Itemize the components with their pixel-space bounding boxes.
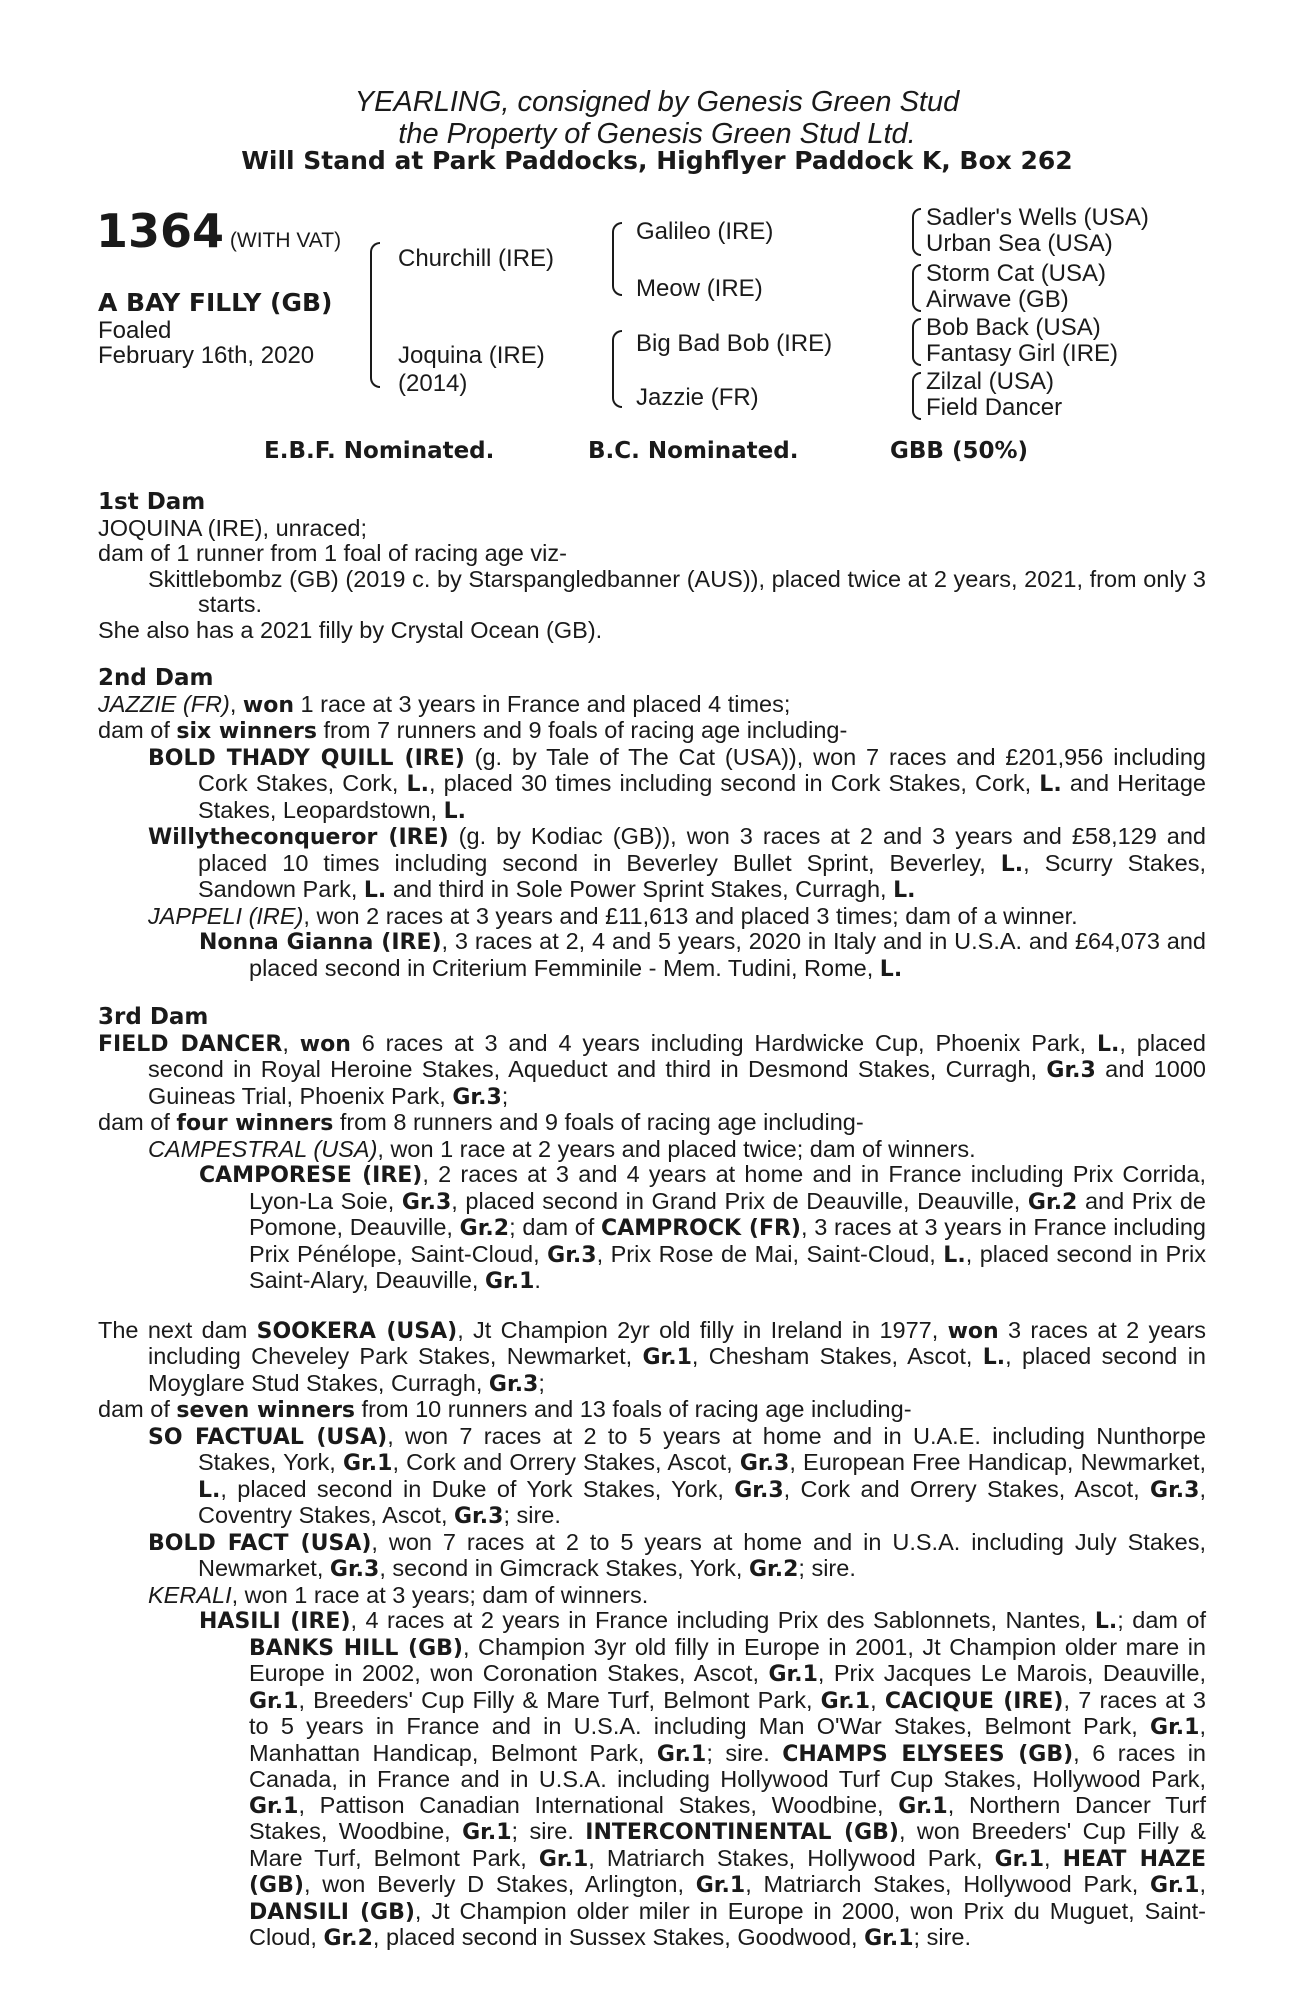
gbb-label: GBB (50%): [890, 438, 1029, 464]
foaled-label: Foaled: [98, 317, 172, 344]
pedigree-brace: [370, 242, 380, 388]
dam2-line: JAZZIE (FR), won 1 race at 3 years in France and placed 4 times;: [98, 690, 791, 718]
next-dam-produce-line: dam of seven winners from 10 runners and 13 foals of racing age including-: [98, 1396, 912, 1423]
produce-entry: Nonna Gianna (IRE), 3 races at 2, 4 and 5 years, 2020 in Italy and in U.S.A. and £64,073 and placed second in Criterium Femminile - Mem. Tudini, Rome, L.: [199, 928, 1206, 982]
dam3-produce-line: dam of four winners from 8 runners and 9 foals of racing age including-: [98, 1109, 864, 1136]
pedigree-brace: [912, 318, 921, 366]
produce-entry: Willytheconqueror (IRE) (g. by Kodiac (GB)), won 3 races at 2 and 3 years and £58,129 and placed 10 times including second in Beverley Bullet Sprint, Beverley, L., Scurry Stakes, Sandown Park, L. and third in Sole Power Sprint Stakes, Curragh, L.: [148, 823, 1206, 903]
next-dam-line: The next dam SOOKERA (USA), Jt Champion 2yr old filly in Ireland in 1977, won 3 races at 2 years including Cheveley Park Stakes, Newmarket, Gr.1, Chesham Stakes, Ascot, L., placed second in Moyglare Stud Stakes, Curragh, Gr.3;: [98, 1316, 1206, 1397]
second-dam-heading: 2nd Dam: [98, 665, 214, 691]
pedigree-gen3: Fantasy Girl (IRE): [926, 340, 1119, 367]
vat-label: (WITH VAT): [229, 229, 342, 252]
pedigree-dam-year: (2014): [398, 370, 468, 397]
dam1-produce-line: dam of 1 runner from 1 foal of racing age viz-: [98, 540, 567, 566]
dam1-note: She also has a 2021 filly by Crystal Ocean (GB).: [98, 616, 603, 643]
pedigree-gen3: Urban Sea (USA): [926, 230, 1113, 257]
produce-entry: BOLD FACT (USA), won 7 races at 2 to 5 years at home and in U.S.A. including July Stakes, Newmarket, Gr.3, second in Gimcrack Stakes, York, Gr.2; sire.: [148, 1528, 1206, 1582]
pedigree-brace: [912, 208, 921, 256]
lot-number: 1364 (WITH VAT): [96, 204, 342, 258]
pedigree-gen3: Airwave (GB): [926, 286, 1069, 313]
pedigree-gen3: Storm Cat (USA): [926, 260, 1107, 287]
pedigree-brace: [612, 330, 622, 408]
pedigree-dam-dam: Jazzie (FR): [636, 384, 759, 411]
dam2-produce-line: dam of six winners from 7 runners and 9 foals of racing age including-: [98, 717, 848, 744]
consignment-line: YEARLING, consigned by Genesis Green Stud: [354, 86, 960, 118]
pedigree-brace: [612, 222, 622, 296]
third-dam-heading: 3rd Dam: [98, 1004, 209, 1030]
pedigree-sire: Churchill (IRE): [398, 245, 555, 272]
pedigree-gen3: Sadler's Wells (USA): [926, 204, 1149, 231]
pedigree-gen3: Bob Back (USA): [926, 314, 1101, 341]
property-line: the Property of Genesis Green Stud Ltd.: [398, 118, 916, 150]
pedigree-brace: [912, 372, 921, 420]
produce-entry: CAMPESTRAL (USA), won 1 race at 2 years and placed twice; dam of winners.: [148, 1135, 976, 1162]
pedigree-brace: [912, 264, 921, 312]
produce-entry: CAMPORESE (IRE), 2 races at 3 and 4 years at home and in France including Prix Corrida, Lyon-La Soie, Gr.3, placed second in Grand Prix de Deauville, Deauville, Gr.2 and Prix de Pomone, Deauville, Gr.2; dam of CAMPROCK (FR), 3 races at 3 years in France including Prix Pénélope, Saint-Cloud, Gr.3, Prix Rose de Mai, Saint-Cloud, L., placed second in Prix Saint-Alary, Deauville, Gr.1.: [199, 1161, 1207, 1294]
produce-entry: HASILI (IRE), 4 races at 2 years in France including Prix des Sablonnets, Nantes, L.; dam of BANKS HILL (GB), Champion 3yr old filly in Europe in 2001, Jt Champion older mare in Europe in 2002, won Coronation Stakes, Ascot, Gr.1, Prix Jacques Le Marois, Deauville, Gr.1, Breeders' Cup Filly & Mare Turf, Belmont Park, Gr.1, CACIQUE (IRE), 7 races at 3 to 5 years in France and in U.S.A. including Man O'War Stakes, Belmont Park, Gr.1, Manhattan Handicap, Belmont Park, Gr.1; sire. CHAMPS ELYSEES (GB), 6 races in Canada, in France and in U.S.A. including Hollywood Turf Cup Stakes, Hollywood Park, Gr.1, Pattison Canadian International Stakes, Woodbine, Gr.1, Northern Dancer Turf Stakes, Woodbine, Gr.1; sire. INTERCONTINENTAL (GB), won Breeders' Cup Filly & Mare Turf, Belmont Park, Gr.1, Matriarch Stakes, Hollywood Park, Gr.1, HEAT HAZE (GB), won Beverly D Stakes, Arlington, Gr.1, Matriarch Stakes, Hollywood Park, Gr.1, DANSILI (GB), Jt Champion older miler in Europe in 2000, won Prix du Muguet, Saint-Cloud, Gr.2, placed second in Sussex Stakes, Goodwood, Gr.1; sire.: [199, 1607, 1207, 1951]
foaled-date: February 16th, 2020: [98, 342, 315, 369]
pedigree-gen3: Zilzal (USA): [926, 368, 1055, 395]
produce-entry: Skittlebombz (GB) (2019 c. by Starspangledbanner (AUS)), placed twice at 2 years, 2021, from only 3 starts.: [148, 565, 1206, 617]
catalogue-body: [98, 490, 1206, 1952]
bc-nominated: B.C. Nominated.: [588, 438, 799, 464]
pedigree-gen3: Field Dancer: [926, 394, 1063, 421]
location-line: Will Stand at Park Paddocks, Highflyer Paddock K, Box 262: [241, 146, 1073, 175]
first-dam-heading: 1st Dam: [98, 489, 206, 515]
pedigree-sire-dam: Meow (IRE): [636, 275, 763, 302]
lot-title: A BAY FILLY (GB): [98, 288, 333, 317]
pedigree-sire-sire: Galileo (IRE): [636, 218, 774, 245]
produce-entry: KERALI, won 1 race at 3 years; dam of winners.: [148, 1581, 649, 1608]
produce-entry: JAPPELI (IRE), won 2 races at 3 years and £11,613 and placed 3 times; dam of a winner.: [148, 902, 1078, 929]
produce-entry: BOLD THADY QUILL (IRE) (g. by Tale of The Cat (USA)), won 7 races and £201,956 including Cork Stakes, Cork, L., placed 30 times including second in Cork Stakes, Cork, L. and Heritage Stakes, Leopardstown, L.: [148, 743, 1206, 824]
dam3-line: FIELD DANCER, won 6 races at 3 and 4 years including Hardwicke Cup, Phoenix Park, L., placed second in Royal Heroine Stakes, Aqueduct and third in Desmond Stakes, Curragh, Gr.3 and 1000 Guineas Trial, Phoenix Park, Gr.3;: [98, 1029, 1207, 1110]
produce-entry: SO FACTUAL (USA), won 7 races at 2 to 5 years at home and in U.A.E. including Nunthorpe Stakes, York, Gr.1, Cork and Orrery Stakes, Ascot, Gr.3, European Free Handicap, Newmarket, L., placed second in Duke of York Stakes, York, Gr.3, Cork and Orrery Stakes, Ascot, Gr.3, Coventry Stakes, Ascot, Gr.3; sire.: [148, 1422, 1206, 1529]
dam1-line: JOQUINA (IRE), unraced;: [98, 514, 368, 541]
ebf-nominated: E.B.F. Nominated.: [264, 438, 495, 464]
pedigree-dam: Joquina (IRE): [398, 342, 545, 369]
pedigree-dam-sire: Big Bad Bob (IRE): [636, 330, 833, 357]
